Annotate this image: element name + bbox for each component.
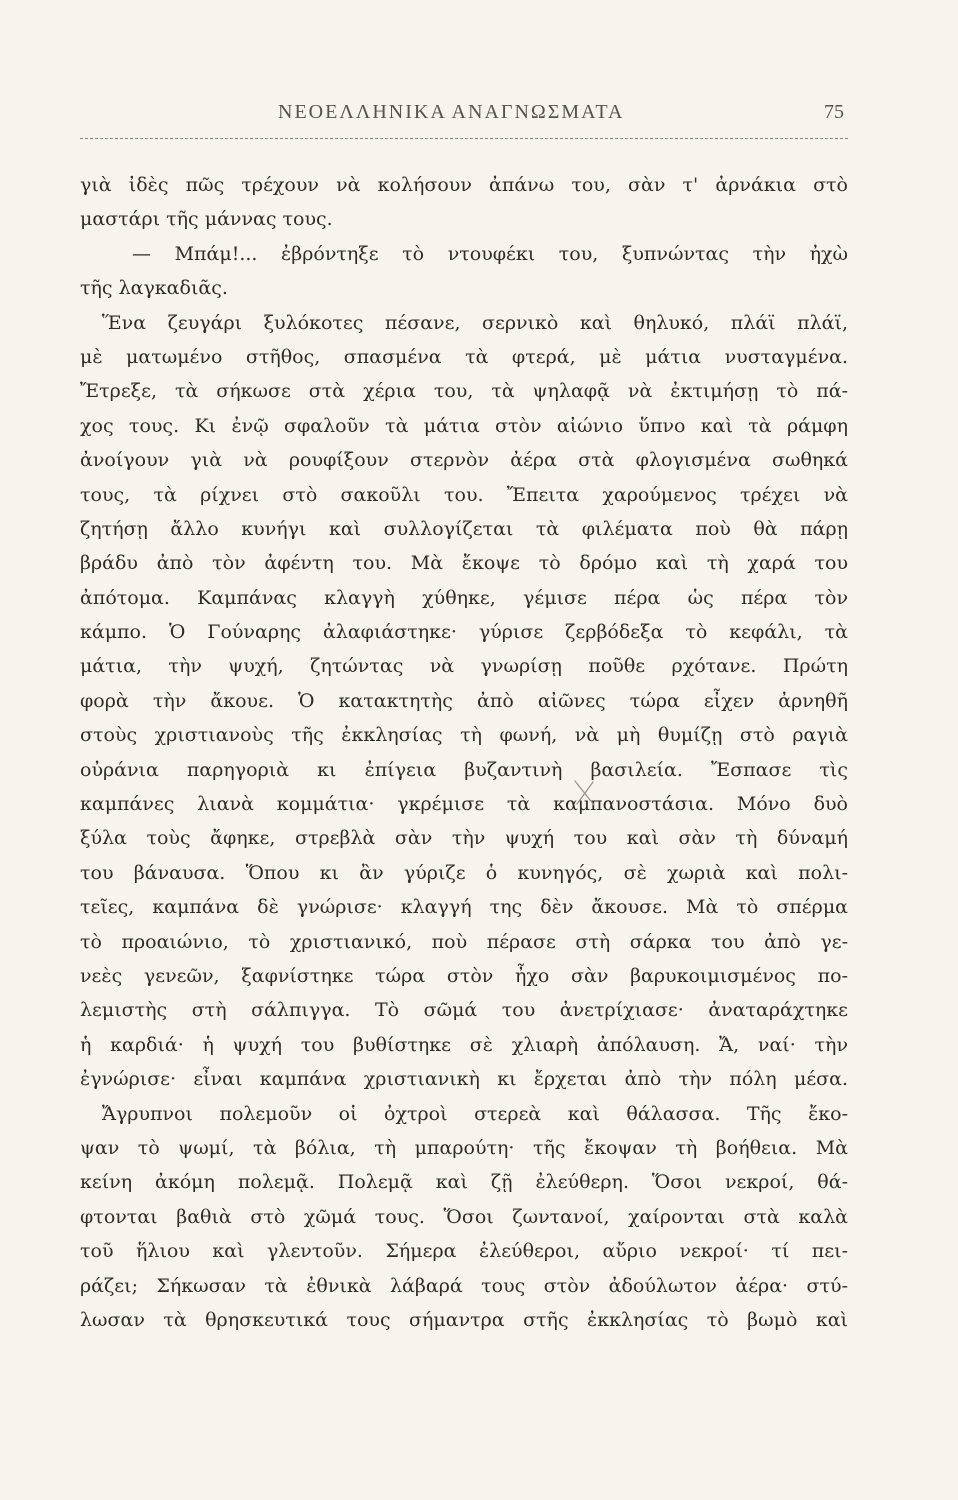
text-line: — Μπάμ!... ἐβρόντηξε τὸ ντουφέκι του, ξυπνώντας τὴν ἠχὼ: [132, 242, 848, 265]
body-text: [80, 168, 848, 1337]
header-rule: [80, 138, 848, 139]
text-line: καμπάνες λιανὰ κομμάτια· γκρέμισε τὰ καμπανοστάσια. Μόνο δυὸ: [80, 793, 848, 816]
text-line: τεῖες, καμπάνα δὲ γνώρισε· κλαγγή της δὲν ἄκουσε. Μὰ τὸ σπέρμα: [80, 896, 848, 919]
text-line: κάμπο. Ὁ Γούναρης ἀλαφιάστηκε· γύρισε ζερβόδεξα τὸ κεφάλι, τὰ: [80, 621, 848, 644]
text-line: κείνη ἀκόμη πολεμᾷ. Πολεμᾷ καὶ ζῇ ἐλεύθερη. Ὅσοι νεκροί, θά-: [80, 1171, 848, 1194]
text-line: μὲ ματωμένο στῆθος, σπασμένα τὰ φτερά, μὲ μάτια νυσταγμένα.: [80, 345, 848, 368]
text-line: του βάναυσα. Ὅπου κι ἂν γύριζε ὁ κυνηγός, σὲ χωριὰ καὶ πολι-: [80, 861, 848, 884]
text-line: ράζει; Σήκωσαν τὰ ἐθνικὰ λάβαρά τους στὸν ἀδούλωτον ἀέρα· στύ-: [80, 1274, 848, 1297]
text-line: φορὰ τὴν ἄκουε. Ὁ κατακτητὴς ἀπὸ αἰῶνες τώρα εἶχεν ἀρνηθῆ: [80, 689, 848, 712]
text-line: βράδυ ἀπὸ τὸν ἀφέντη του. Μὰ ἔκοψε τὸ δρόμο καὶ τὴ χαρά του: [80, 552, 848, 575]
text-line: ἐγνώρισε· εἶναι καμπάνα χριστιανικὴ κι ἔρχεται ἀπὸ τὴν πόλη μέσα.: [80, 1068, 848, 1091]
text-line: χος τους. Κι ἐνῷ σφαλοῦν τὰ μάτια στὸν αἰώνιο ὕπνο καὶ τὰ ράμφη: [80, 414, 848, 437]
text-line: γιὰ ἰδὲς πῶς τρέχουν νὰ κολήσουν ἀπάνω του, σὰν τ' ἀρνάκια στὸ: [80, 174, 848, 196]
running-header: [80, 101, 848, 131]
text-line: Ἕνα ζευγάρι ξυλόκοτες πέσανε, σερνικὸ καὶ θηλυκό, πλάϊ πλάϊ,: [102, 311, 848, 334]
text-line: λεμιστὴς στὴ σάλπιγγα. Τὸ σῶμά του ἀνετρίχιασε· ἀναταράχτηκε: [80, 999, 848, 1022]
text-line: Ἔτρεξε, τὰ σήκωσε στὰ χέρια του, τὰ ψηλαφᾷ νὰ ἐκτιμήσῃ τὸ πά-: [80, 380, 848, 403]
text-line: μαστάρι τῆς μάννας τους.: [80, 208, 333, 231]
text-line: ζητήσῃ ἄλλο κυνήγι καὶ συλλογίζεται τὰ φιλέματα ποὺ θὰ πάρῃ: [80, 517, 848, 540]
text-line: νεὲς γενεῶν, ξαφνίστηκε τώρα στὸν ἦχο σὰν βαρυκοιμισμένος πο-: [80, 964, 848, 987]
text-line: ψαν τὸ ψωμί, τὰ βόλια, τὴ μπαρούτη· τῆς ἔκοψαν τὴ βοήθεια. Μὰ: [80, 1136, 848, 1159]
text-line: ξύλα τοὺς ἄφηκε, στρεβλὰ σὰν τὴν ψυχή του καὶ σὰν τὴ δύναμή: [80, 827, 848, 850]
text-line: τὸ προαιώνιο, τὸ χριστιανικό, ποὺ πέρασε στὴ σάρκα του ἀπὸ γε-: [80, 930, 848, 953]
text-line: τοῦ ἥλιου καὶ γλεντοῦν. Σήμερα ἐλεύθεροι, αὔριο νεκροί· τί πει-: [80, 1240, 848, 1263]
text-line: ἀνοίγουν γιὰ νὰ ρουφίξουν στερνὸν ἀέρα στὰ φλογισμένα σωθηκά: [80, 449, 848, 472]
text-line: λωσαν τὰ θρησκευτικά τους σήμαντρα στῆς ἐκκλησίας τὸ βωμὸ καὶ: [80, 1308, 848, 1331]
text-line: τους, τὰ ρίχνει στὸ σακοῦλι του. Ἔπειτα χαρούμενος τρέχει νὰ: [80, 483, 848, 506]
running-title: ΝΕΟΕΛΛΗΝΙΚΑ ΑΝΑΓΝΩΣΜΑΤΑ: [278, 101, 625, 123]
page-number: 75: [824, 101, 844, 123]
text-line: ἀπότομα. Καμπάνας κλαγγὴ χύθηκε, γέμισε πέρα ὡς πέρα τὸν: [80, 586, 848, 609]
text-line: τῆς λαγκαδιᾶς.: [80, 277, 228, 300]
text-line: οὐράνια παρηγοριὰ κι ἐπίγεια βυζαντινὴ βασιλεία. Ἔσπασε τὶς: [80, 758, 848, 781]
text-line: ἡ καρδιά· ἡ ψυχή του βυθίστηκε σὲ χλιαρὴ ἀπόλαυση. Ἄ, ναί· τὴν: [80, 1033, 848, 1056]
pencil-mark-icon: [572, 778, 598, 808]
text-line: στοὺς χριστιανοὺς τῆς ἐκκλησίας τὴ φωνή, νὰ μὴ θυμίζῃ στὸ ραγιὰ: [80, 724, 848, 747]
text-line: μάτια, τὴν ψυχή, ζητώντας νὰ γνωρίσῃ ποῦθε ρχότανε. Πρώτη: [80, 655, 848, 678]
text-line: φτονται βαθιὰ στὸ χῶμά τους. Ὅσοι ζωντανοί, χαίρονται στὰ καλὰ: [80, 1205, 848, 1228]
text-line: Ἄγρυπνοι πολεμοῦν οἱ ὀχτροὶ στερεὰ καὶ θάλασσα. Τῆς ἔκο-: [102, 1102, 848, 1125]
